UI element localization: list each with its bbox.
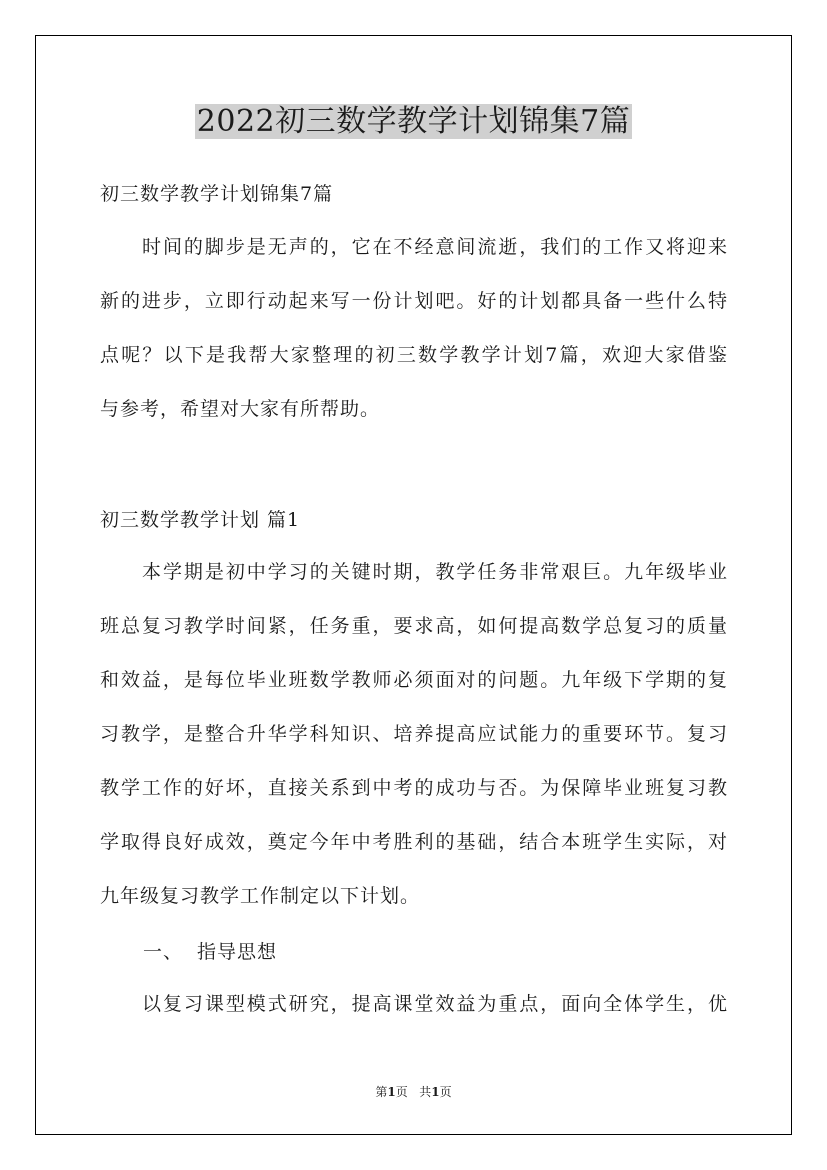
body-line: 习教学，是整合升华学科知识、培养提高应试能力的重要环节。复习 <box>100 723 728 745</box>
document-title <box>0 100 827 144</box>
footer-page-number: 1 <box>387 1085 396 1099</box>
intro-paragraph <box>100 220 728 436</box>
part-one-title: 指导思想 <box>197 941 278 963</box>
page-footer <box>0 1082 827 1102</box>
body-paragraph <box>100 545 728 923</box>
intro-line: 新的进步，立即行动起来写一份计划吧。好的计划都具备一些什么特 <box>100 290 728 312</box>
part-one-heading <box>143 937 277 967</box>
section-heading: 初三数学教学计划 篇1 <box>100 509 301 531</box>
document-subtitle: 初三数学教学计划锦集7篇 <box>100 183 334 205</box>
body-line: 本学期是初中学习的关键时期，教学任务非常艰巨。九年级毕业 <box>142 561 728 583</box>
intro-line: 点呢？以下是我帮大家整理的初三数学教学计划7篇，欢迎大家借鉴 <box>100 344 728 366</box>
body-line: 教学工作的好坏，直接关系到中考的成功与否。为保障毕业班复习教 <box>100 777 728 799</box>
part-one-number: 一、 <box>143 941 184 963</box>
footer-page-unit: 页 <box>395 1085 408 1099</box>
body-line: 班总复习教学时间紧，任务重，要求高，如何提高数学总复习的质量 <box>100 615 728 637</box>
document-title-text: 2022初三数学教学计划锦集7篇 <box>196 104 631 139</box>
footer-total-number: 1 <box>431 1085 440 1099</box>
intro-line: 时间的脚步是无声的，它在不经意间流逝，我们的工作又将迎来 <box>142 236 728 258</box>
part-one-paragraph <box>100 977 728 1031</box>
footer-total-prefix: 共 <box>419 1085 432 1099</box>
body-line: 九年级复习教学工作制定以下计划。 <box>100 885 421 907</box>
footer-page-prefix: 第 <box>375 1085 388 1099</box>
footer-total-unit: 页 <box>439 1085 452 1099</box>
body-line: 和效益，是每位毕业班数学教师必须面对的问题。九年级下学期的复 <box>100 669 728 691</box>
intro-line: 与参考，希望对大家有所帮助。 <box>100 398 381 420</box>
body-line: 学取得良好成效，奠定今年中考胜利的基础，结合本班学生实际，对 <box>100 831 728 853</box>
part-one-line: 以复习课型模式研究，提高课堂效益为重点，面向全体学生，优 <box>142 993 728 1015</box>
